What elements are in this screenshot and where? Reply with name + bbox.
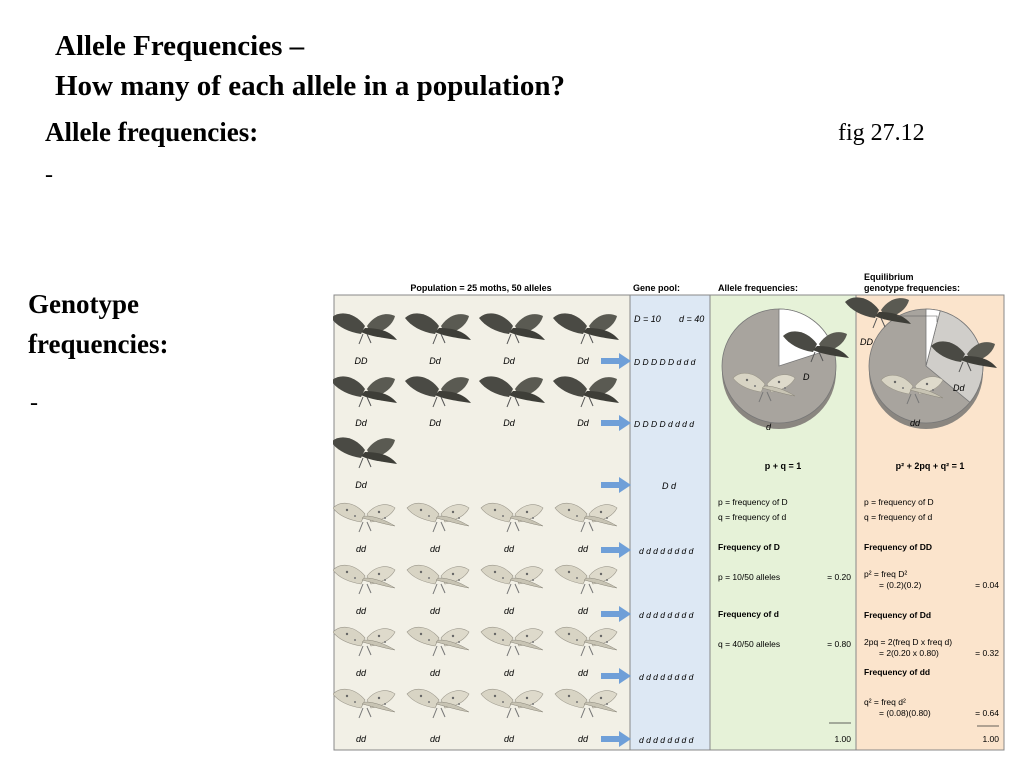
genotype-pie-label-DD: DD: [860, 337, 873, 347]
allele-p-definition: p = frequency of D: [718, 497, 788, 507]
genotype-pie-label-Dd: Dd: [953, 383, 965, 393]
population-header: Population = 25 moths, 50 alleles: [410, 283, 552, 293]
genotype-label: dd: [503, 734, 515, 744]
genotype-heading-line-2: frequencies:: [28, 329, 169, 359]
genotype-label: dd: [355, 668, 367, 678]
genepool-row: D D D D D d d d: [634, 357, 696, 367]
genepool-row: D d: [662, 481, 677, 491]
genotype-label: dd: [577, 544, 589, 554]
pq-line-2: = 2(0.20 x 0.80): [879, 648, 939, 658]
genotype-label: Dd: [503, 356, 515, 366]
genepool-row: d d d d d d d d: [639, 546, 694, 556]
allele-frequencies-heading: Allele frequencies:: [45, 117, 259, 147]
allele-freq-d-title: Frequency of d: [718, 609, 779, 619]
allele-bullet-dash: -: [45, 162, 53, 188]
freq-DD-title: Frequency of DD: [864, 542, 933, 552]
allele-p-value: = 0.20: [827, 572, 851, 582]
genotype-equation: p² + 2pq + q² = 1: [895, 461, 965, 471]
geno-total: 1.00: [982, 734, 999, 744]
genotype-label: dd: [429, 668, 441, 678]
genotype-label: Dd: [577, 356, 589, 366]
allele-frequency-figure: [333, 268, 1006, 752]
pq-line-1: 2pq = 2(freq D x freq d): [864, 637, 953, 647]
genotype-label: dd: [355, 544, 367, 554]
genotype-label: dd: [429, 734, 441, 744]
genotype-label: dd: [503, 544, 515, 554]
genotype-label: dd: [503, 668, 515, 678]
allele-total: 1.00: [834, 734, 851, 744]
genotype-label: Dd: [503, 418, 515, 428]
q2-line-1: q² = freq d²: [864, 697, 906, 707]
q2-line-2: = (0.08)(0.80): [879, 708, 931, 718]
genotype-label: dd: [355, 734, 367, 744]
allele-equation: p + q = 1: [764, 461, 802, 471]
genotype-label: Dd: [355, 480, 367, 490]
pq-value: = 0.32: [975, 648, 999, 658]
genotype-label: Dd: [355, 418, 367, 428]
slide-title: [55, 26, 565, 106]
allele-freq-D-title: Frequency of D: [718, 542, 780, 552]
genotype-label: Dd: [429, 356, 441, 366]
genotype-pie-label-dd: dd: [910, 418, 921, 428]
p2-line-1: p² = freq D²: [864, 569, 908, 579]
allele-q-calc: q = 40/50 alleles: [718, 639, 781, 649]
genepool-count-D: D = 10: [634, 314, 661, 324]
genotype-label: dd: [355, 606, 367, 616]
genepool-row: D D D D d d d d: [634, 419, 694, 429]
allele-freq-header: Allele frequencies:: [718, 283, 799, 293]
freq-Dd-title: Frequency of Dd: [864, 610, 932, 620]
genotype-bullet-dash: -: [30, 390, 38, 416]
genepool-row: d d d d d d d d: [639, 735, 694, 745]
title-line-2: How many of each allele in a population?: [55, 70, 565, 102]
p2-line-2: = (0.2)(0.2): [879, 580, 922, 590]
title-line-1: Allele Frequencies –: [55, 30, 305, 62]
geno-p-definition: p = frequency of D: [864, 497, 934, 507]
genotype-label: dd: [577, 668, 589, 678]
genepool-header: Gene pool:: [633, 283, 680, 293]
allele-pie-label-D: D: [803, 372, 810, 382]
genepool-count-d: d = 40: [679, 314, 705, 324]
genepool-row: d d d d d d d d: [639, 610, 694, 620]
figure-reference: fig 27.12: [838, 120, 925, 146]
q2-value: = 0.64: [975, 708, 999, 718]
geno-q-definition: q = frequency of d: [864, 512, 933, 522]
genotype-label: Dd: [577, 418, 589, 428]
equilibrium-header-1: Equilibrium: [864, 272, 914, 282]
genotype-heading-line-1: Genotype: [28, 289, 139, 319]
genotype-label: DD: [354, 356, 368, 366]
genotype-label: Dd: [429, 418, 441, 428]
genotype-label: dd: [429, 606, 441, 616]
genotype-label: dd: [577, 606, 589, 616]
allele-p-calc: p = 10/50 alleles: [718, 572, 781, 582]
genotype-label: dd: [577, 734, 589, 744]
p2-value: = 0.04: [975, 580, 999, 590]
genotype-frequencies-heading: [28, 284, 168, 364]
genepool-row: d d d d d d d d: [639, 672, 694, 682]
allele-q-definition: q = frequency of d: [718, 512, 787, 522]
genotype-label: dd: [429, 544, 441, 554]
equilibrium-header-2: genotype frequencies:: [864, 283, 961, 293]
genotype-label: dd: [503, 606, 515, 616]
allele-pie-label-d: d: [766, 422, 772, 432]
freq-dd-title: Frequency of dd: [864, 667, 931, 677]
allele-q-value: = 0.80: [827, 639, 851, 649]
